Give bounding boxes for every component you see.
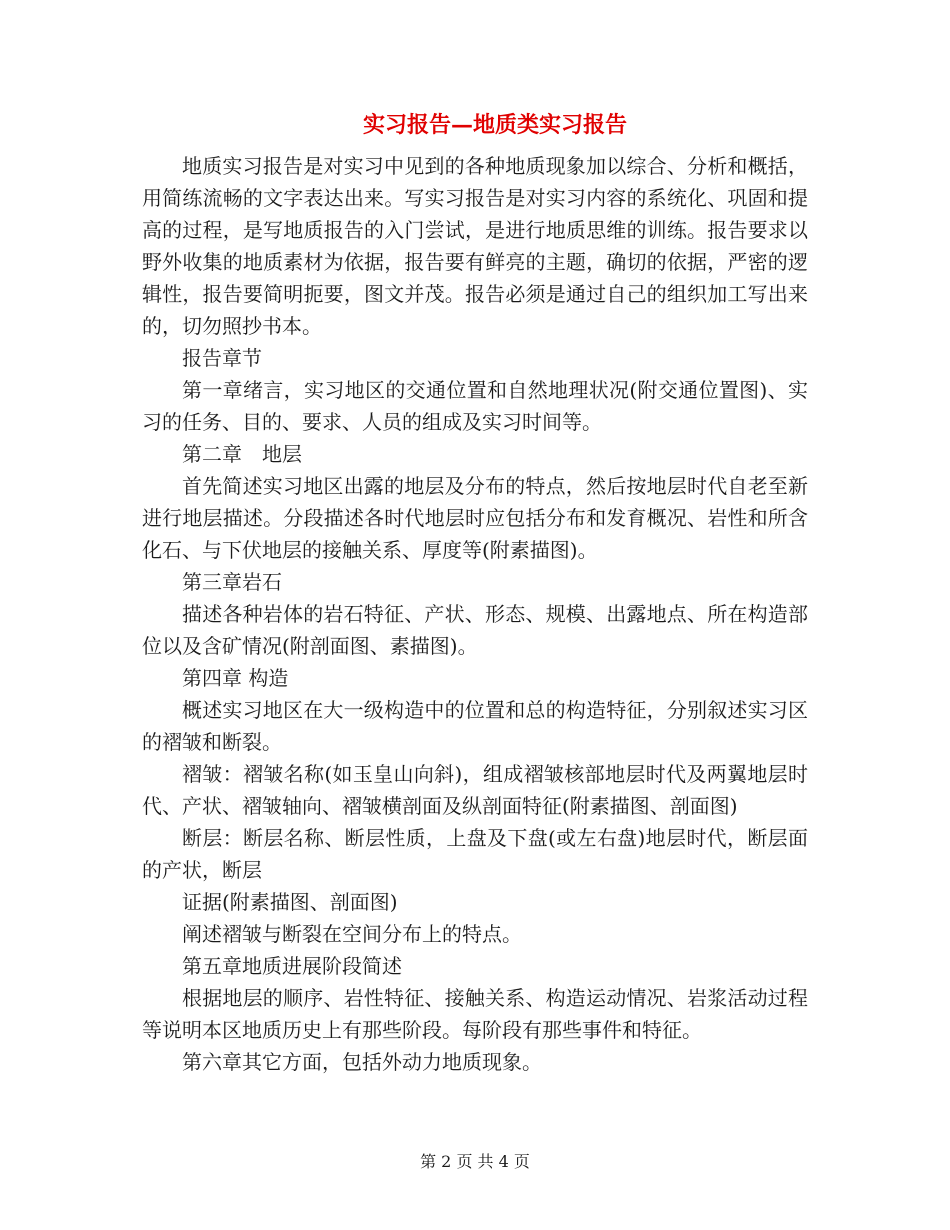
intro-paragraph: 地质实习报告是对实习中见到的各种地质现象加以综合、分析和概括，用简练流畅的文字表达出来。写实习报告是对实习内容的系统化、巩固和提高的过程，是写地质报告的入门尝试，是进行地质思维的训练。报告要求以野外收集的地质素材为依据，报告要有鲜亮的主题，确切的依据，严密的逻辑性，报告要简明扼要，图文并茂。报告必须是通过自己的组织加工写出来的，切勿照抄书本。 — [142, 154, 808, 338]
chapter-3-heading: 第三章岩石 — [182, 570, 282, 594]
chapter-4-paragraph: 概述实习地区在大一级构造中的位置和总的构造特征，分别叙述实习区的褶皱和断裂。 — [142, 698, 808, 754]
chapter-5-heading: 第五章地质进展阶段简述 — [182, 954, 402, 978]
chapter-1-paragraph: 第一章绪言，实习地区的交通位置和自然地理状况(附交通位置图)、实习的任务、目的、要求、人员的组成及实习时间等。 — [142, 378, 808, 434]
fault-paragraph: 断层：断层名称、断层性质，上盘及下盘(或左右盘)地层时代，断层面的产状，断层 — [142, 826, 808, 882]
chapter-2-paragraph: 首先简述实习地区出露的地层及分布的特点，然后按地层时代自老至新进行地层描述。分段描述各时代地层时应包括分布和发育概况、岩性和所含化石、与下伏地层的接触关系、厚度等(附素描图)。 — [142, 474, 808, 562]
evidence-paragraph: 证据(附素描图、剖面图) — [182, 890, 398, 914]
fold-paragraph: 褶皱：褶皱名称(如玉皇山向斜)，组成褶皱核部地层时代及两翼地层时代、产状、褶皱轴向、褶皱横剖面及纵剖面特征(附素描图、剖面图) — [142, 762, 808, 818]
chapter-4-heading: 第四章 构造 — [182, 666, 289, 690]
chapter-2-heading: 第二章 地层 — [182, 442, 302, 466]
chapter-6-paragraph: 第六章其它方面，包括外动力地质现象。 — [182, 1050, 542, 1074]
distribution-paragraph: 阐述褶皱与断裂在空间分布上的特点。 — [182, 922, 522, 946]
section-heading-chapters: 报告章节 — [182, 346, 262, 370]
chapter-5-paragraph: 根据地层的顺序、岩性特征、接触关系、构造运动情况、岩浆活动过程等说明本区地质历史上有那些阶段。每阶段有那些事件和特征。 — [142, 986, 808, 1042]
document-title: 实习报告—地质类实习报告 — [362, 112, 627, 138]
document-page — [142, 100, 808, 1078]
chapter-3-paragraph: 描述各种岩体的岩石特征、产状、形态、规模、出露地点、所在构造部位以及含矿情况(附剖面图、素描图)。 — [142, 602, 808, 658]
page-footer: 第 2 页 共 4 页 — [420, 1152, 530, 1171]
